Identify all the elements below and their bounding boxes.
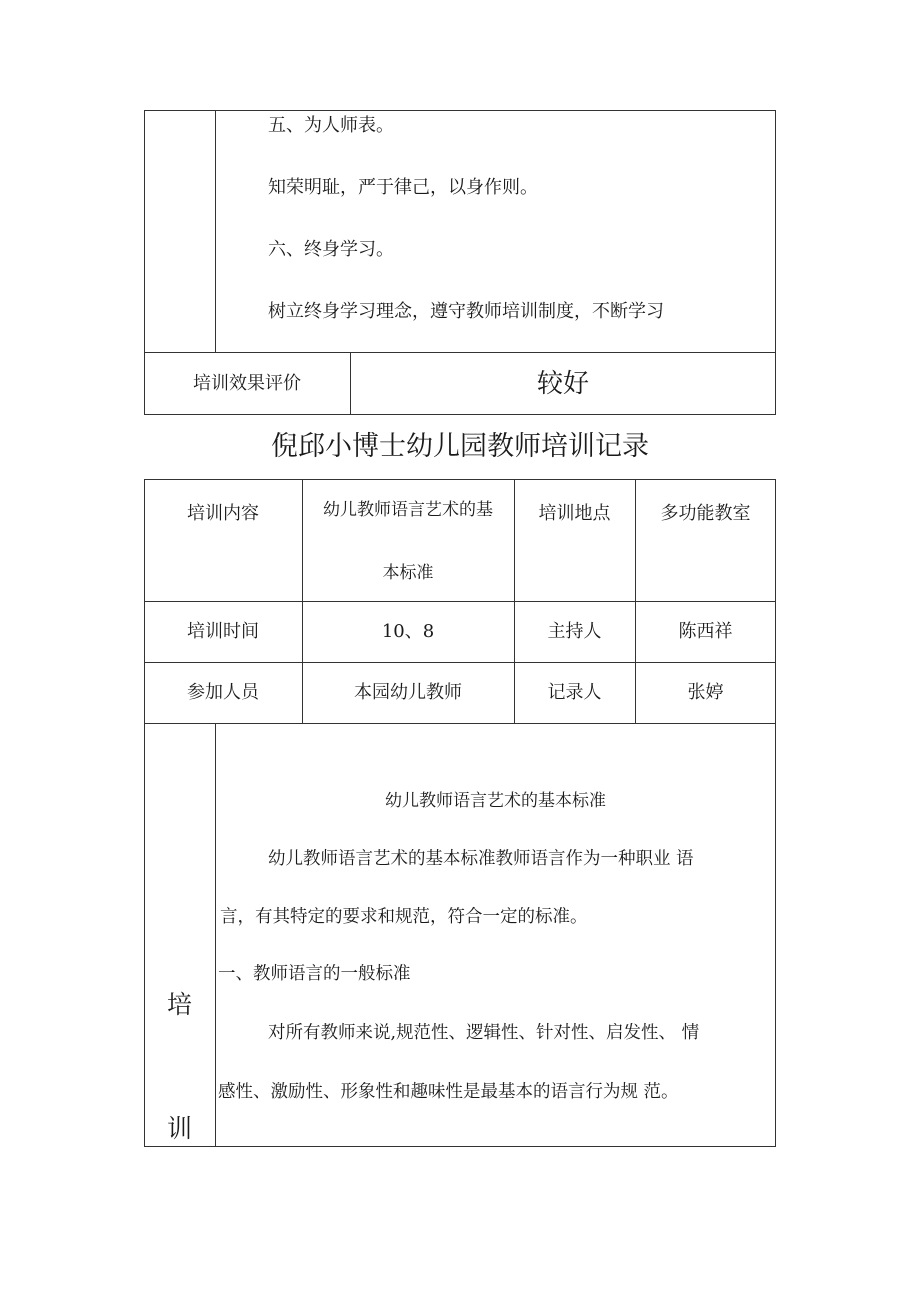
content-value-line-2: 本标准 (382, 563, 434, 583)
evaluation-label: 培训效果评价 (193, 373, 301, 394)
location-value: 多功能教室 (660, 503, 751, 524)
time-label: 培训时间 (187, 621, 259, 642)
side-label-xun: 训 (166, 1114, 192, 1143)
host-value: 陈西祥 (678, 621, 733, 642)
body-para2-line1: 对所有教师来说,规范性、逻辑性、针对性、启发性、 情 (268, 1023, 700, 1043)
location-label: 培训地点 (538, 503, 611, 524)
body-para2-line2: 感性、激励性、形象性和趣味性是最基本的语言行为规 范。 (218, 1082, 679, 1102)
top-table-row-divider (144, 352, 776, 353)
top-table-col-divider (215, 110, 216, 353)
top-line-2: 知荣明耻，严于律己，以身作则。 (268, 177, 538, 198)
side-label-pei: 培 (166, 990, 192, 1019)
attendees-label: 参加人员 (187, 682, 259, 703)
attendees-value: 本园幼儿教师 (354, 682, 462, 703)
recorder-label: 记录人 (547, 682, 602, 703)
page-title: 倪邱小博士幼儿园教师培训记录 (271, 431, 649, 462)
body-para1-line2: 言，有其特定的要求和规范，符合一定的标准。 (220, 907, 588, 927)
row-divider-3 (144, 723, 776, 724)
top-line-1: 五、为人师表。 (268, 115, 394, 136)
body-para1-line1: 幼儿教师语言艺术的基本标准教师语言作为一种职业 语 (268, 849, 694, 869)
body-section1: 一、教师语言的一般标准 (218, 964, 411, 984)
time-value: 10、8 (381, 621, 435, 642)
top-line-4: 树立终身学习理念，遵守教师培训制度，不断学习 (268, 301, 664, 322)
host-label: 主持人 (547, 621, 602, 642)
evaluation-value: 较好 (536, 369, 589, 399)
content-label: 培训内容 (187, 503, 259, 524)
content-value-line-1: 幼儿教师语言艺术的基 (323, 500, 493, 520)
row-divider-2 (144, 662, 776, 663)
body-heading: 幼儿教师语言艺术的基本标准 (385, 791, 606, 811)
row-divider-1 (144, 601, 776, 602)
recorder-value: 张婷 (687, 682, 724, 703)
top-line-3: 六、终身学习。 (268, 239, 394, 260)
body-col-divider (215, 723, 216, 1147)
